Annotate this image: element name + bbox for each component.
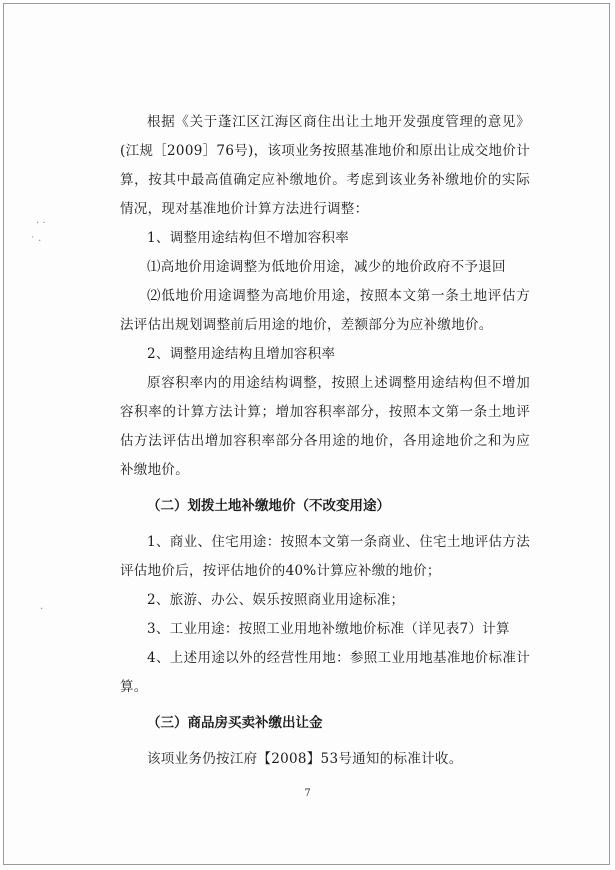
commercial-housing-paragraph: 该项业务仍按江府【2008】53号通知的标准计收。 <box>147 751 463 767</box>
document-body <box>120 108 530 774</box>
allocated-item-2: 2、旅游、办公、娱乐按照商业用途标准； <box>147 592 405 608</box>
section-1-heading: 1、调整用途结构但不增加容积率 <box>147 230 350 246</box>
heading-allocated-land: （二）划拨土地补缴地价（不改变用途） <box>147 498 390 514</box>
scan-speck: ˙ · <box>30 236 42 247</box>
intro-paragraph: 根据《关于蓬江区江海区商住出让土地开发强度管理的意见》(江规［2009］76号)，该项业务按照基准地价和原出让成交地价计算，按其中最高值确定应补缴地价。考虑到该业务补缴地价的实际情况，现对基准地价计算方法进行调整： <box>120 114 530 217</box>
allocated-item-3: 3、工业用途：按照工业用地补缴地价标准（详见表7）计算 <box>147 621 510 637</box>
scan-speck: · · <box>36 218 46 229</box>
section-1-item-2: ⑵低地价用途调整为高地价用途，按照本文第一条土地评估方法评估出规划调整前后用途的地价，差额部分为应补缴地价。 <box>120 288 530 333</box>
section-2-heading: 2、调整用途结构且增加容积率 <box>147 346 336 362</box>
page-number: 7 <box>304 788 311 799</box>
allocated-item-1: 1、商业、住宅用途：按照本文第一条商业、住宅土地评估方法评估地价后，按评估地价的40%计算应补缴的地价； <box>120 534 530 579</box>
section-1-item-1: ⑴高地价用途调整为低地价用途，减少的地价政府不予退回 <box>147 259 506 275</box>
allocated-item-4: 4、上述用途以外的经营性用地：参照工业用地基准地价标准计算。 <box>120 650 530 695</box>
section-2-paragraph: 原容积率内的用途结构调整，按照上述调整用途结构但不增加容积率的计算方法计算；增加容积率部分，按照本文第一条土地评估方法评估出增加容积率部分各用途的地价，各用途地价之和为应补缴地价。 <box>120 375 530 478</box>
scan-speck: · <box>40 604 44 615</box>
heading-commercial-housing: （三）商品房买卖补缴出让金 <box>147 715 323 731</box>
